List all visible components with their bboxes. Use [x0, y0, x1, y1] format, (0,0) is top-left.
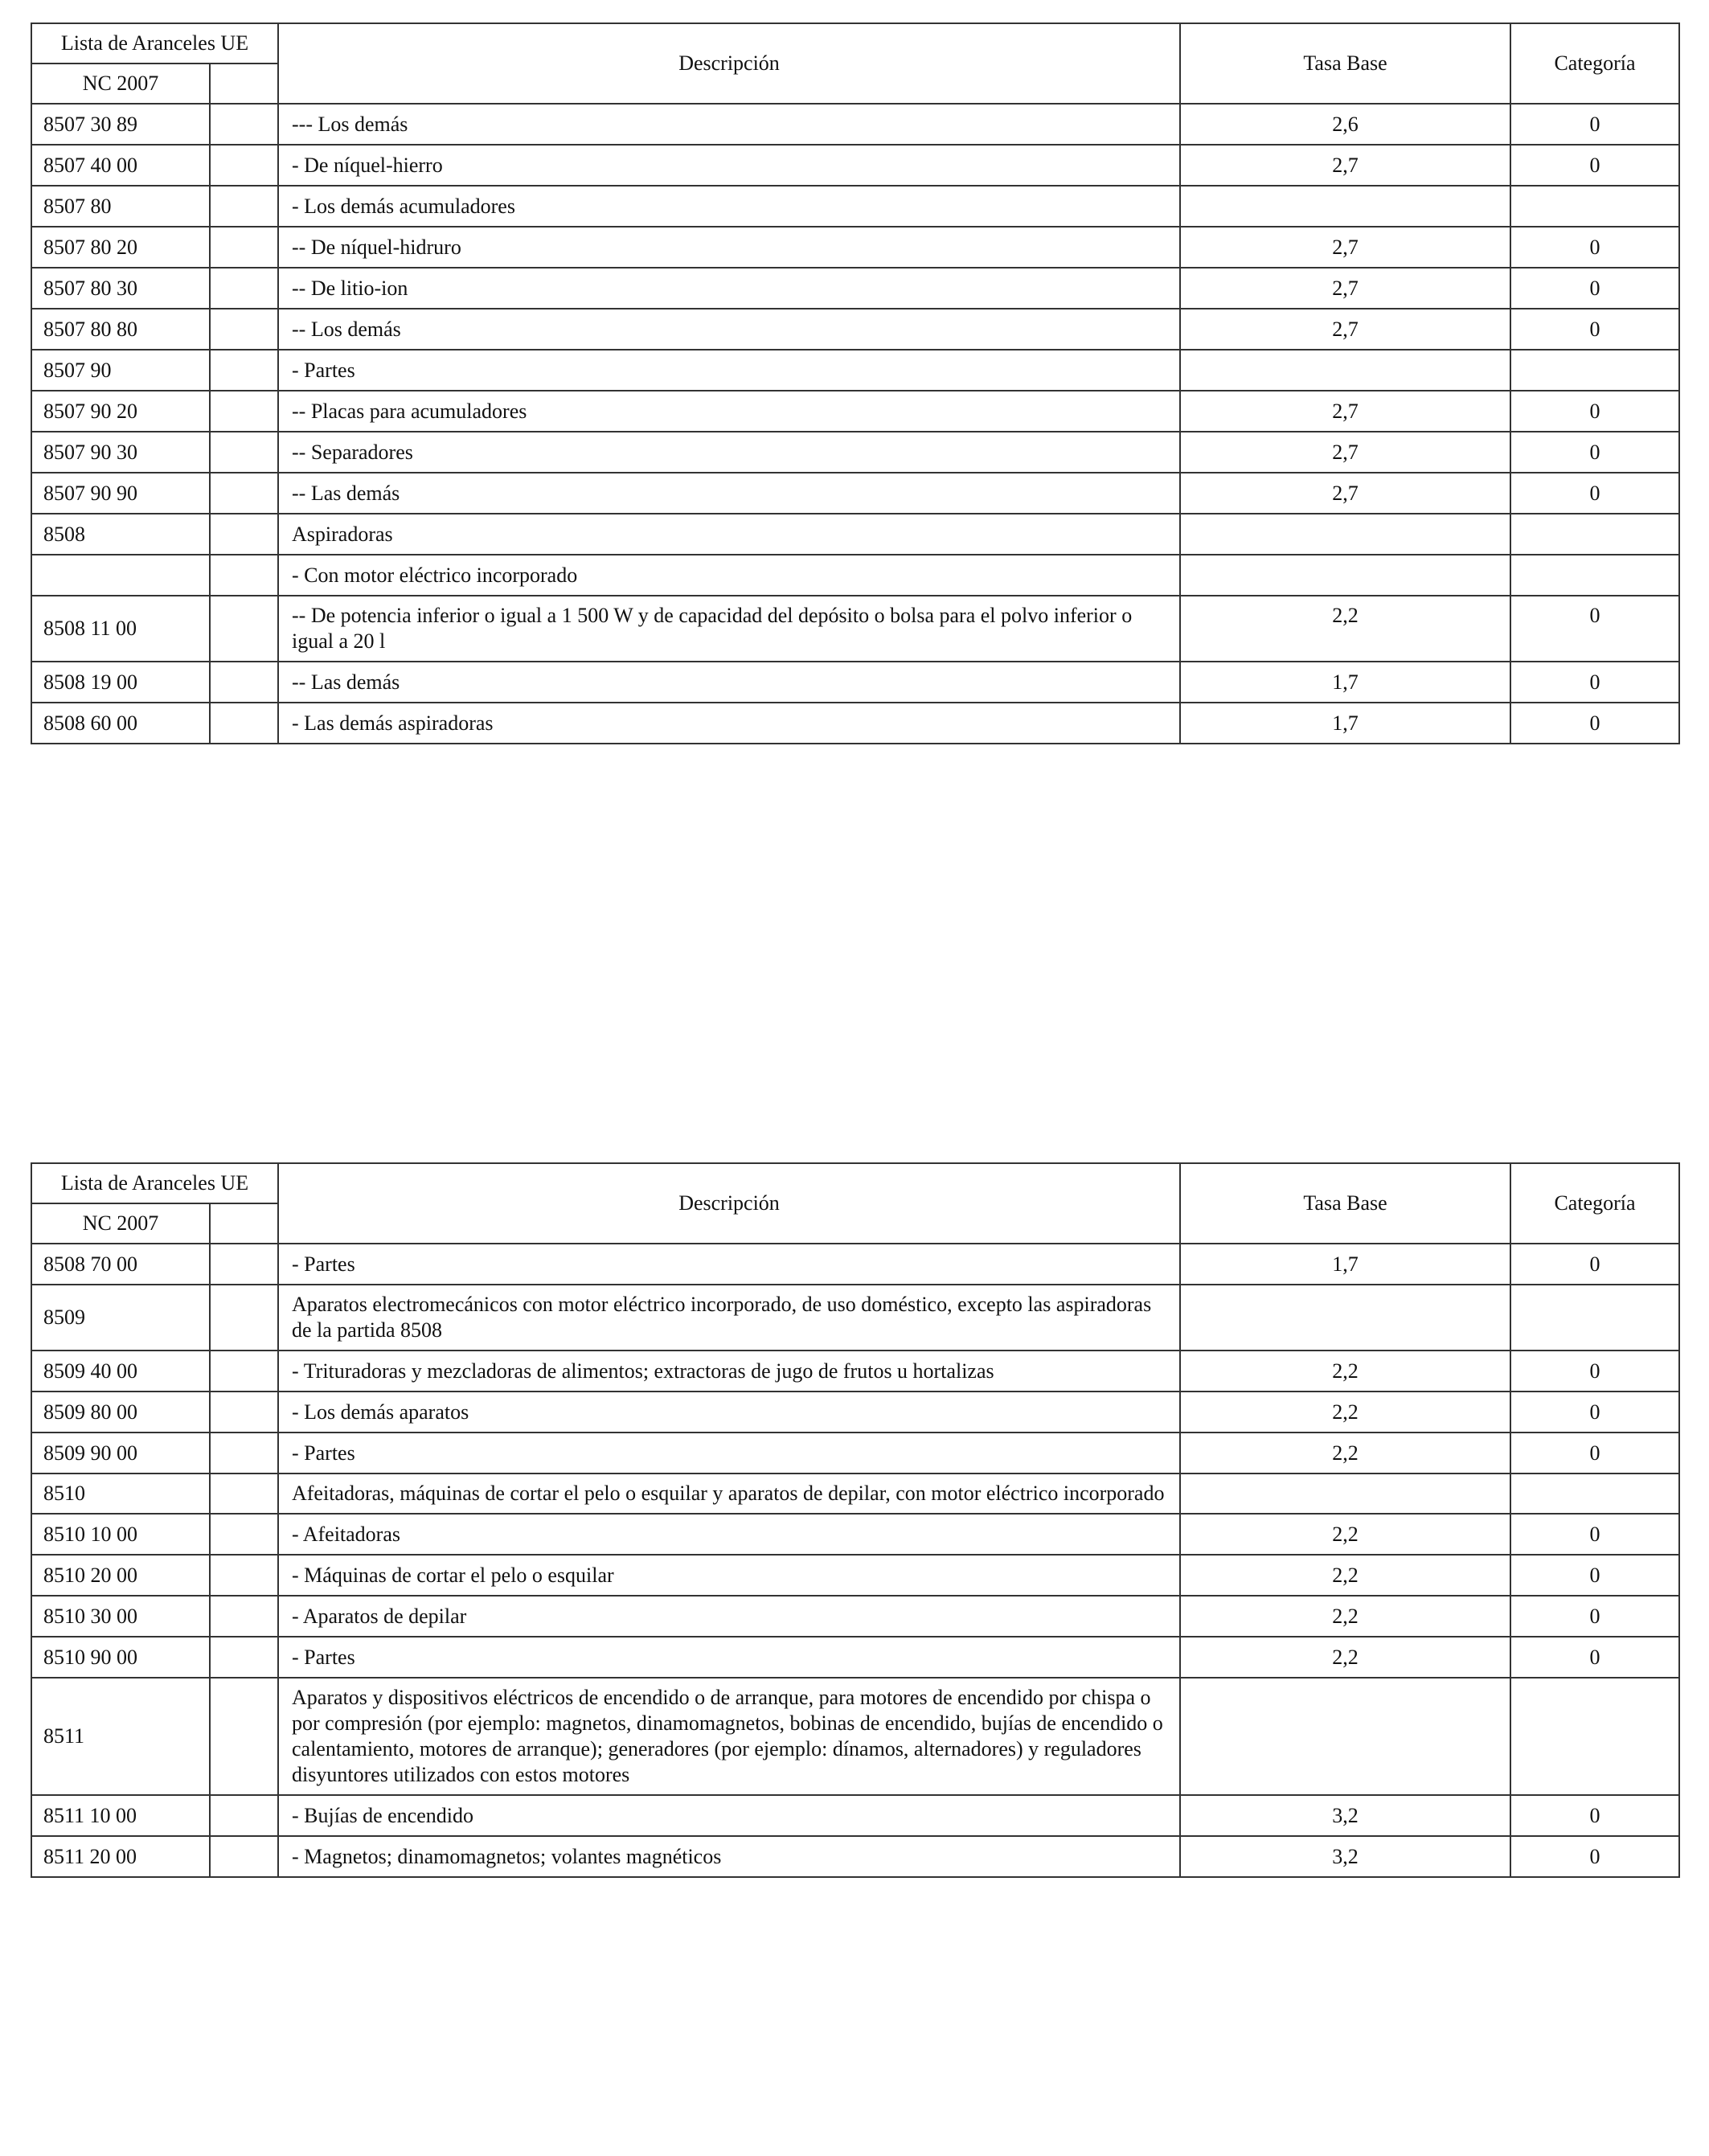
header-blank-cell: [210, 1203, 278, 1244]
blank-cell: [210, 555, 278, 596]
description-cell: Afeitadoras, máquinas de cortar el pelo o esquilar y aparatos de depilar, con motor eléctrico incorporado: [278, 1474, 1180, 1514]
base-rate-cell: 2,7: [1180, 391, 1510, 432]
description-cell: - Partes: [278, 1433, 1180, 1474]
base-rate-cell: [1180, 350, 1510, 391]
table-row: [31, 350, 1679, 391]
nc-code-cell: 8511 20 00: [31, 1836, 210, 1877]
base-rate-cell: 2,2: [1180, 1596, 1510, 1637]
tariff-table-header: [31, 1163, 1679, 1244]
base-rate-cell: 2,6: [1180, 104, 1510, 145]
nc-code-cell: 8507 90 20: [31, 391, 210, 432]
tariff-table-2: [31, 1162, 1680, 1878]
description-cell: - Máquinas de cortar el pelo o esquilar: [278, 1555, 1180, 1596]
blank-cell: [210, 596, 278, 662]
category-cell: 0: [1510, 1392, 1679, 1433]
blank-cell: [210, 1596, 278, 1637]
blank-cell: [210, 350, 278, 391]
category-cell: [1510, 1678, 1679, 1795]
base-rate-cell: 2,7: [1180, 473, 1510, 514]
category-cell: 0: [1510, 1351, 1679, 1392]
blank-cell: [210, 1555, 278, 1596]
nc-code-cell: 8510 20 00: [31, 1555, 210, 1596]
blank-cell: [210, 309, 278, 350]
category-cell: 0: [1510, 596, 1679, 662]
nc-code-cell: 8508 70 00: [31, 1244, 210, 1285]
blank-cell: [210, 662, 278, 703]
base-rate-cell: 2,7: [1180, 432, 1510, 473]
description-cell: - Partes: [278, 350, 1180, 391]
description-cell: - Magnetos; dinamomagnetos; volantes magnéticos: [278, 1836, 1180, 1877]
category-cell: [1510, 555, 1679, 596]
description-cell: -- Las demás: [278, 662, 1180, 703]
category-cell: 0: [1510, 1244, 1679, 1285]
blank-cell: [210, 1795, 278, 1836]
category-cell: 0: [1510, 703, 1679, 744]
nc-code-cell: 8511 10 00: [31, 1795, 210, 1836]
nc-code-cell: 8510 90 00: [31, 1637, 210, 1678]
description-cell: -- Placas para acumuladores: [278, 391, 1180, 432]
tariff-table-1: [31, 23, 1680, 744]
base-rate-header: Tasa Base: [1180, 23, 1510, 104]
blank-cell: [210, 432, 278, 473]
nc-code-cell: 8509 40 00: [31, 1351, 210, 1392]
base-rate-cell: 2,2: [1180, 1351, 1510, 1392]
base-rate-cell: [1180, 1474, 1510, 1514]
nc-code-cell: 8508 19 00: [31, 662, 210, 703]
base-rate-cell: 2,7: [1180, 145, 1510, 186]
nc-code-cell: 8507 90 30: [31, 432, 210, 473]
description-cell: - Partes: [278, 1637, 1180, 1678]
nc-code-cell: 8507 80 30: [31, 268, 210, 309]
blank-cell: [210, 1351, 278, 1392]
table-row: [31, 1285, 1679, 1351]
nc-code-cell: 8509 80 00: [31, 1392, 210, 1433]
table-row: [31, 145, 1679, 186]
nc-2007-header: NC 2007: [31, 1203, 210, 1244]
base-rate-cell: 2,2: [1180, 1433, 1510, 1474]
nc-code-cell: 8509: [31, 1285, 210, 1351]
description-cell: - Las demás aspiradoras: [278, 703, 1180, 744]
description-cell: -- De potencia inferior o igual a 1 500 W y de capacidad del depósito o bolsa para el polvo inferior o igual a 20 l: [278, 596, 1180, 662]
blank-cell: [210, 1637, 278, 1678]
base-rate-cell: 1,7: [1180, 662, 1510, 703]
nc-2007-header: NC 2007: [31, 64, 210, 104]
base-rate-cell: [1180, 186, 1510, 227]
table-row: [31, 596, 1679, 662]
description-cell: - Con motor eléctrico incorporado: [278, 555, 1180, 596]
description-cell: - Los demás aparatos: [278, 1392, 1180, 1433]
category-header: Categoría: [1510, 23, 1679, 104]
category-cell: 0: [1510, 309, 1679, 350]
table-row: [31, 1637, 1679, 1678]
category-cell: 0: [1510, 145, 1679, 186]
description-cell: -- Separadores: [278, 432, 1180, 473]
blank-cell: [210, 1285, 278, 1351]
table-row: [31, 1596, 1679, 1637]
table-row: [31, 1795, 1679, 1836]
nc-code-cell: 8508 11 00: [31, 596, 210, 662]
eu-tariff-list-header: Lista de Aranceles UE: [31, 1163, 278, 1203]
description-cell: Aparatos electromecánicos con motor eléctrico incorporado, de uso doméstico, excepto las aspiradoras de la partida 8508: [278, 1285, 1180, 1351]
blank-cell: [210, 1433, 278, 1474]
blank-cell: [210, 1514, 278, 1555]
category-cell: 0: [1510, 1555, 1679, 1596]
category-cell: 0: [1510, 1433, 1679, 1474]
header-blank-cell: [210, 64, 278, 104]
nc-code-cell: 8508: [31, 514, 210, 555]
blank-cell: [210, 514, 278, 555]
category-cell: 0: [1510, 1596, 1679, 1637]
table-row: [31, 555, 1679, 596]
base-rate-cell: 2,2: [1180, 1392, 1510, 1433]
description-cell: - Los demás acumuladores: [278, 186, 1180, 227]
description-cell: -- Los demás: [278, 309, 1180, 350]
blank-cell: [210, 1678, 278, 1795]
description-cell: - Afeitadoras: [278, 1514, 1180, 1555]
tariff-table-body: [31, 1244, 1679, 1877]
blank-cell: [210, 1474, 278, 1514]
table-row: [31, 391, 1679, 432]
blank-cell: [210, 1392, 278, 1433]
nc-code-cell: 8507 30 89: [31, 104, 210, 145]
description-header: Descripción: [278, 23, 1180, 104]
category-cell: 0: [1510, 227, 1679, 268]
nc-code-cell: 8507 40 00: [31, 145, 210, 186]
base-rate-cell: 3,2: [1180, 1795, 1510, 1836]
category-cell: 0: [1510, 1836, 1679, 1877]
table-row: [31, 1836, 1679, 1877]
category-cell: 0: [1510, 1795, 1679, 1836]
nc-code-cell: 8507 90 90: [31, 473, 210, 514]
nc-code-cell: 8510: [31, 1474, 210, 1514]
table-row: [31, 227, 1679, 268]
blank-cell: [210, 391, 278, 432]
nc-code-cell: 8511: [31, 1678, 210, 1795]
base-rate-cell: 2,7: [1180, 309, 1510, 350]
eu-tariff-list-header: Lista de Aranceles UE: [31, 23, 278, 64]
base-rate-cell: 2,7: [1180, 268, 1510, 309]
blank-cell: [210, 703, 278, 744]
blank-cell: [210, 473, 278, 514]
table-row: [31, 514, 1679, 555]
table-row: [31, 662, 1679, 703]
category-cell: 0: [1510, 1637, 1679, 1678]
blank-cell: [210, 186, 278, 227]
base-rate-cell: [1180, 514, 1510, 555]
blank-cell: [210, 268, 278, 309]
table-row: [31, 1351, 1679, 1392]
tariff-table-header: [31, 23, 1679, 104]
description-cell: - De níquel-hierro: [278, 145, 1180, 186]
table-row: [31, 104, 1679, 145]
table-row: [31, 703, 1679, 744]
table-row: [31, 1433, 1679, 1474]
category-cell: [1510, 186, 1679, 227]
table-row: [31, 473, 1679, 514]
table-row: [31, 1474, 1679, 1514]
table-row: [31, 432, 1679, 473]
table-row: [31, 1678, 1679, 1795]
base-rate-cell: 2,7: [1180, 227, 1510, 268]
category-header: Categoría: [1510, 1163, 1679, 1244]
category-cell: [1510, 1285, 1679, 1351]
nc-code-cell: 8510 10 00: [31, 1514, 210, 1555]
description-cell: -- De níquel-hidruro: [278, 227, 1180, 268]
nc-code-cell: 8507 80 20: [31, 227, 210, 268]
nc-code-cell: 8509 90 00: [31, 1433, 210, 1474]
blank-cell: [210, 1244, 278, 1285]
blank-cell: [210, 227, 278, 268]
description-cell: - Partes: [278, 1244, 1180, 1285]
description-cell: Aspiradoras: [278, 514, 1180, 555]
base-rate-cell: 2,2: [1180, 1555, 1510, 1596]
category-cell: [1510, 350, 1679, 391]
blank-cell: [210, 145, 278, 186]
blank-cell: [210, 1836, 278, 1877]
base-rate-header: Tasa Base: [1180, 1163, 1510, 1244]
nc-code-cell: 8507 80: [31, 186, 210, 227]
category-cell: 0: [1510, 432, 1679, 473]
description-cell: --- Los demás: [278, 104, 1180, 145]
base-rate-cell: [1180, 555, 1510, 596]
category-cell: 0: [1510, 473, 1679, 514]
blank-cell: [210, 104, 278, 145]
base-rate-cell: 2,2: [1180, 1514, 1510, 1555]
nc-code-cell: 8507 90: [31, 350, 210, 391]
nc-code-cell: 8508 60 00: [31, 703, 210, 744]
table-row: [31, 1514, 1679, 1555]
nc-code-cell: [31, 555, 210, 596]
base-rate-cell: [1180, 1285, 1510, 1351]
category-cell: 0: [1510, 391, 1679, 432]
category-cell: 0: [1510, 104, 1679, 145]
table-row: [31, 309, 1679, 350]
description-cell: - Trituradoras y mezcladoras de alimentos; extractoras de jugo de frutos u hortalizas: [278, 1351, 1180, 1392]
description-cell: -- Las demás: [278, 473, 1180, 514]
table-row: [31, 1244, 1679, 1285]
table-row: [31, 268, 1679, 309]
base-rate-cell: 2,2: [1180, 1637, 1510, 1678]
base-rate-cell: 1,7: [1180, 1244, 1510, 1285]
description-cell: - Aparatos de depilar: [278, 1596, 1180, 1637]
table-row: [31, 1392, 1679, 1433]
nc-code-cell: 8510 30 00: [31, 1596, 210, 1637]
base-rate-cell: 3,2: [1180, 1836, 1510, 1877]
description-cell: -- De litio-ion: [278, 268, 1180, 309]
description-header: Descripción: [278, 1163, 1180, 1244]
nc-code-cell: 8507 80 80: [31, 309, 210, 350]
category-cell: 0: [1510, 662, 1679, 703]
base-rate-cell: [1180, 1678, 1510, 1795]
table-row: [31, 186, 1679, 227]
category-cell: [1510, 514, 1679, 555]
category-cell: [1510, 1474, 1679, 1514]
table-row: [31, 1555, 1679, 1596]
description-cell: Aparatos y dispositivos eléctricos de encendido o de arranque, para motores de encendido por chispa o por compresión (por ejemplo: magnetos, dinamomagnetos, bobinas de encendido, bujías de encendido o calentamiento, motores de arranque); generadores (por ejemplo: dínamos, alternadores) y reguladores disyuntores utilizados con estos motores: [278, 1678, 1180, 1795]
description-cell: - Bujías de encendido: [278, 1795, 1180, 1836]
tariff-table-body: [31, 104, 1679, 744]
category-cell: 0: [1510, 268, 1679, 309]
category-cell: 0: [1510, 1514, 1679, 1555]
base-rate-cell: 2,2: [1180, 596, 1510, 662]
base-rate-cell: 1,7: [1180, 703, 1510, 744]
